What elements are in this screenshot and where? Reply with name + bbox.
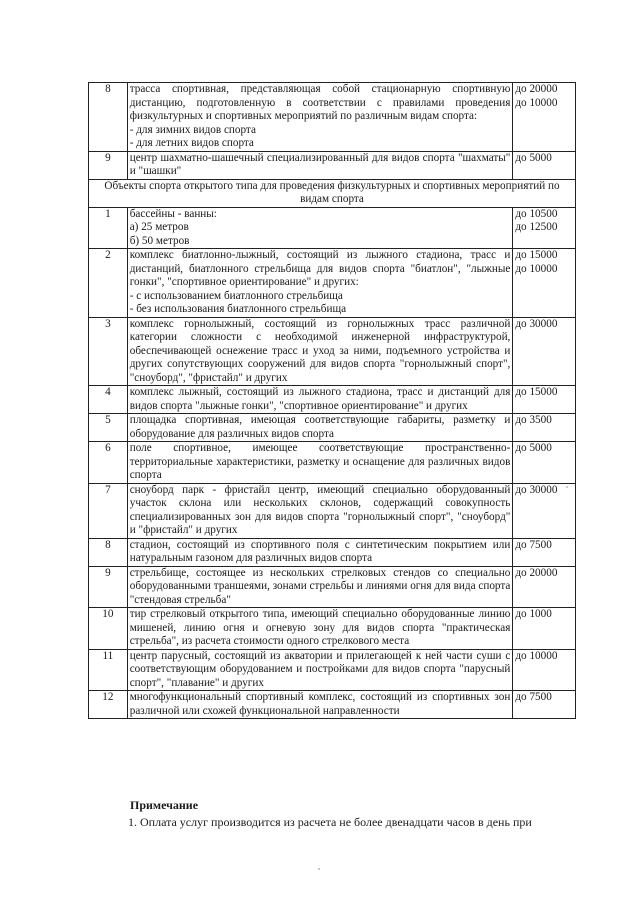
row-number: 9 <box>89 566 128 608</box>
price-value: до 20000 <box>515 566 558 579</box>
table-row <box>89 483 576 538</box>
row-price <box>513 442 576 484</box>
row-number: 7 <box>89 483 128 538</box>
row-number: 9 <box>89 151 128 179</box>
row-description <box>127 649 513 691</box>
row-description <box>127 414 513 442</box>
price-value: до 15000 <box>515 249 558 261</box>
row-price <box>513 566 576 608</box>
table-row <box>89 414 576 442</box>
row-number: 8 <box>89 83 128 152</box>
row-price <box>513 207 576 249</box>
row-description <box>127 249 513 318</box>
price-value: до 10000 <box>515 96 558 109</box>
row-description <box>127 317 513 386</box>
table-row <box>89 538 576 566</box>
row-description <box>127 483 513 538</box>
description-line: бассейны - ванны: <box>129 207 217 220</box>
table-row <box>89 691 576 719</box>
description-line: сноуборд парк - фристайл центр, имеющий специально оборудованный участок склона или нескольких склонов, содержащий совокупность специализированных зон для видов спорта "горнолыжный спорт", "сноуборд" и "фристайл" и других <box>129 483 511 536</box>
row-price <box>513 249 576 318</box>
row-description <box>127 608 513 650</box>
row-number: 11 <box>89 649 128 691</box>
description-line: - для зимних видов спорта <box>129 123 256 136</box>
table-row <box>89 317 576 386</box>
table-row <box>89 386 576 414</box>
price-value: до 5000 <box>515 442 552 454</box>
description-line: б) 50 метров <box>129 234 190 247</box>
price-value: до 10500 <box>515 207 558 220</box>
table-row <box>89 83 576 152</box>
scan-speck <box>566 486 568 488</box>
row-description <box>127 151 513 179</box>
table-row <box>89 249 576 318</box>
price-value: до 20000 <box>515 83 558 95</box>
description-line: а) 25 метров <box>129 221 189 233</box>
description-line: комплекс горнолыжный, состоящий из горнолыжных трасс различной категории сложности с необходимой инженерной инфраструктурой, обеспечивающей оснежение трасс и уход за ними, подъемного устройства и других сопутствующих сооружений для видов спорта "горнолыжный спорт", "сноуборд", "фристайл" и других <box>129 317 511 384</box>
scan-speck <box>318 868 320 870</box>
row-number: 8 <box>89 538 128 566</box>
price-value: до 10000 <box>515 262 558 275</box>
description-line: многофункциональный спортивный комплекс, состоящий из спортивных зон различной или схожей функциональной направленности <box>129 691 511 717</box>
row-price <box>513 649 576 691</box>
row-number: 2 <box>89 249 128 318</box>
row-price <box>513 608 576 650</box>
row-price <box>513 691 576 719</box>
tariff-table <box>88 82 576 719</box>
row-number: 5 <box>89 414 128 442</box>
description-line: комплекс биатлонно-лыжный, состоящий из лыжного стадиона, трасс и дистанций, биатлонного стрельбища для видов спорта "биатлон", "лыжные гонки", "спортивное ориентирование" и других: <box>129 249 511 288</box>
row-description <box>127 83 513 152</box>
note-text: 1. Оплата услуг производится из расчета не более двенадцати часов в день при <box>128 815 532 829</box>
row-price <box>513 317 576 386</box>
price-value: до 1000 <box>515 608 552 620</box>
description-line: центр парусный, состоящий из акватории и прилегающей к ней части суши с соответствующим оборудованием и постройками для видов спорта "парусный спорт", "плавание" и других <box>129 649 511 689</box>
description-line: тир стрелковый открытого типа, имеющий специально оборудованные линию мишеней, линию огня и огневую зону для видов спорта "практическая стрельба", из расчета стоимости одного стрелкового места <box>129 608 511 647</box>
row-number: 6 <box>89 442 128 484</box>
description-line: - с использованием биатлонного стрельбища <box>129 289 343 302</box>
row-number: 3 <box>89 317 128 386</box>
description-line: стрельбище, состоящее из нескольких стрелковых стендов со специально оборудованными траншеями, зонами стрельбы и линиями огня для вида спорта "стендовая стрельба" <box>129 566 511 606</box>
description-line: трасса спортивная, представляющая собой стационарную спортивную дистанцию, подготовленную в соответствии с правилами проведения физкультурных и спортивных мероприятий по различным видам спорта: <box>129 83 511 122</box>
table-row <box>89 649 576 691</box>
table-row <box>89 566 576 608</box>
row-description <box>127 691 513 719</box>
description-line: центр шахматно-шашечный специализированный для видов спорта "шахматы" и "шашки" <box>129 151 511 177</box>
row-price <box>513 414 576 442</box>
table-row <box>89 151 576 179</box>
price-value: до 12500 <box>515 221 558 233</box>
row-number: 10 <box>89 608 128 650</box>
row-description <box>127 207 513 249</box>
note-title: Примечание <box>130 798 199 812</box>
row-description <box>127 566 513 608</box>
table-row <box>89 207 576 249</box>
description-line: - для летних видов спорта <box>129 137 254 149</box>
row-price <box>513 151 576 179</box>
price-value: до 15000 <box>515 386 558 398</box>
description-line: площадка спортивная, имеющая соответствующие габариты, разметку и оборудование для различных видов спорта <box>129 414 511 440</box>
row-number: 1 <box>89 207 128 249</box>
description-line: поле спортивное, имеющее соответствующие пространственно-территориальные характеристики, разметку и оснащение для различных видов спорта <box>129 442 511 481</box>
description-line: комплекс лыжный, состоящий из лыжного стадиона, трасс и дистанций для видов спорта "лыжные гонки", "спортивное ориентирование" и других <box>129 386 511 412</box>
row-price <box>513 538 576 566</box>
row-price <box>513 386 576 414</box>
section-row <box>89 179 576 207</box>
row-number: 12 <box>89 691 128 719</box>
price-value: до 5000 <box>515 151 552 164</box>
row-number: 4 <box>89 386 128 414</box>
price-value: до 7500 <box>515 538 552 551</box>
table-row <box>89 442 576 484</box>
description-line: - без использования биатлонного стрельбища <box>129 303 347 315</box>
row-price <box>513 83 576 152</box>
description-line: стадион, состоящий из спортивного поля с синтетическим покрытием или натуральным газоном для различных видов спорта <box>129 538 511 564</box>
price-value: до 7500 <box>515 691 552 703</box>
row-description <box>127 538 513 566</box>
row-description <box>127 386 513 414</box>
price-value: до 3500 <box>515 414 552 426</box>
row-price <box>513 483 576 538</box>
table-row <box>89 608 576 650</box>
price-value: до 30000 <box>515 483 558 496</box>
row-description <box>127 442 513 484</box>
section-heading: Объекты спорта открытого типа для проведения физкультурных и спортивных мероприятий по видам спорта <box>89 179 576 207</box>
price-value: до 10000 <box>515 649 558 662</box>
price-value: до 30000 <box>515 317 558 330</box>
